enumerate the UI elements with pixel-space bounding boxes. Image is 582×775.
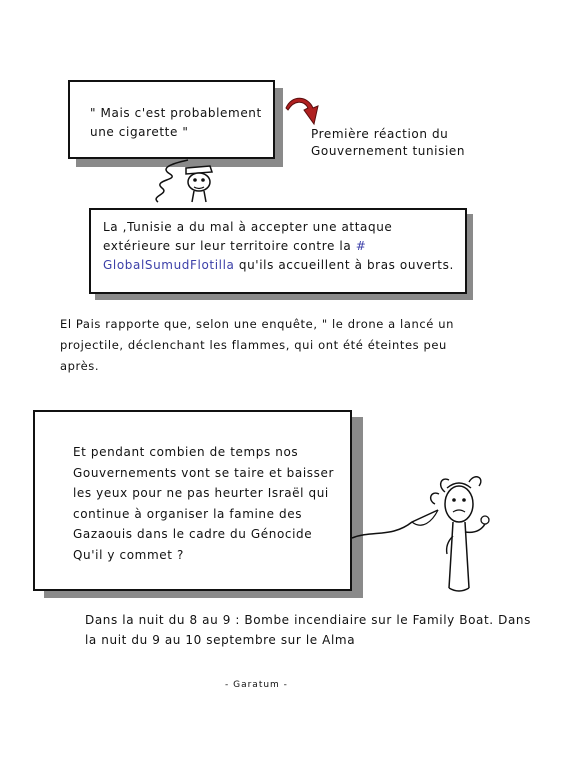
reaction-note: Première réaction du Gouvernement tunisien [311,127,466,158]
red-arrow-icon [284,96,324,130]
report-paragraph: El Pais rapporte que, selon une enquête, " le drone a lancé un projectile, déclenchant les flammes, qui ont été éteintes peu après. [60,317,455,373]
tunisian-official-figure [180,160,220,202]
speaking-character-figure [425,470,505,595]
info-text-after: qu'ils accueillent à bras ouverts. [238,258,454,272]
info-text-before: La ,Tunisie a du mal à accepter une attaque extérieure sur leur territoire contre la [103,220,393,253]
question-text: Et pendant combien de temps nos Gouvernements vont se taire et baisser les yeux pour ne pas heurter Israël qui continue à organiser la famine des Gazaouis dans le cadre du Génocide Qu'il y commet ? [73,445,334,562]
info-box-text [103,218,459,275]
hashtag-link[interactable]: # GlobalSumudFlotilla [103,239,367,272]
info-box [89,208,467,294]
bubble-quote: " Mais c'est probablement une cigarette " [90,106,262,139]
bottom-caption: Dans la nuit du 8 au 9 : Bombe incendiaire sur le Family Boat. Dans la nuit du 9 au 10 septembre sur le Alma [85,613,531,647]
artist-signature: - Garatum - [225,680,288,690]
top-speech-bubble [68,80,275,159]
question-bubble [33,410,352,591]
